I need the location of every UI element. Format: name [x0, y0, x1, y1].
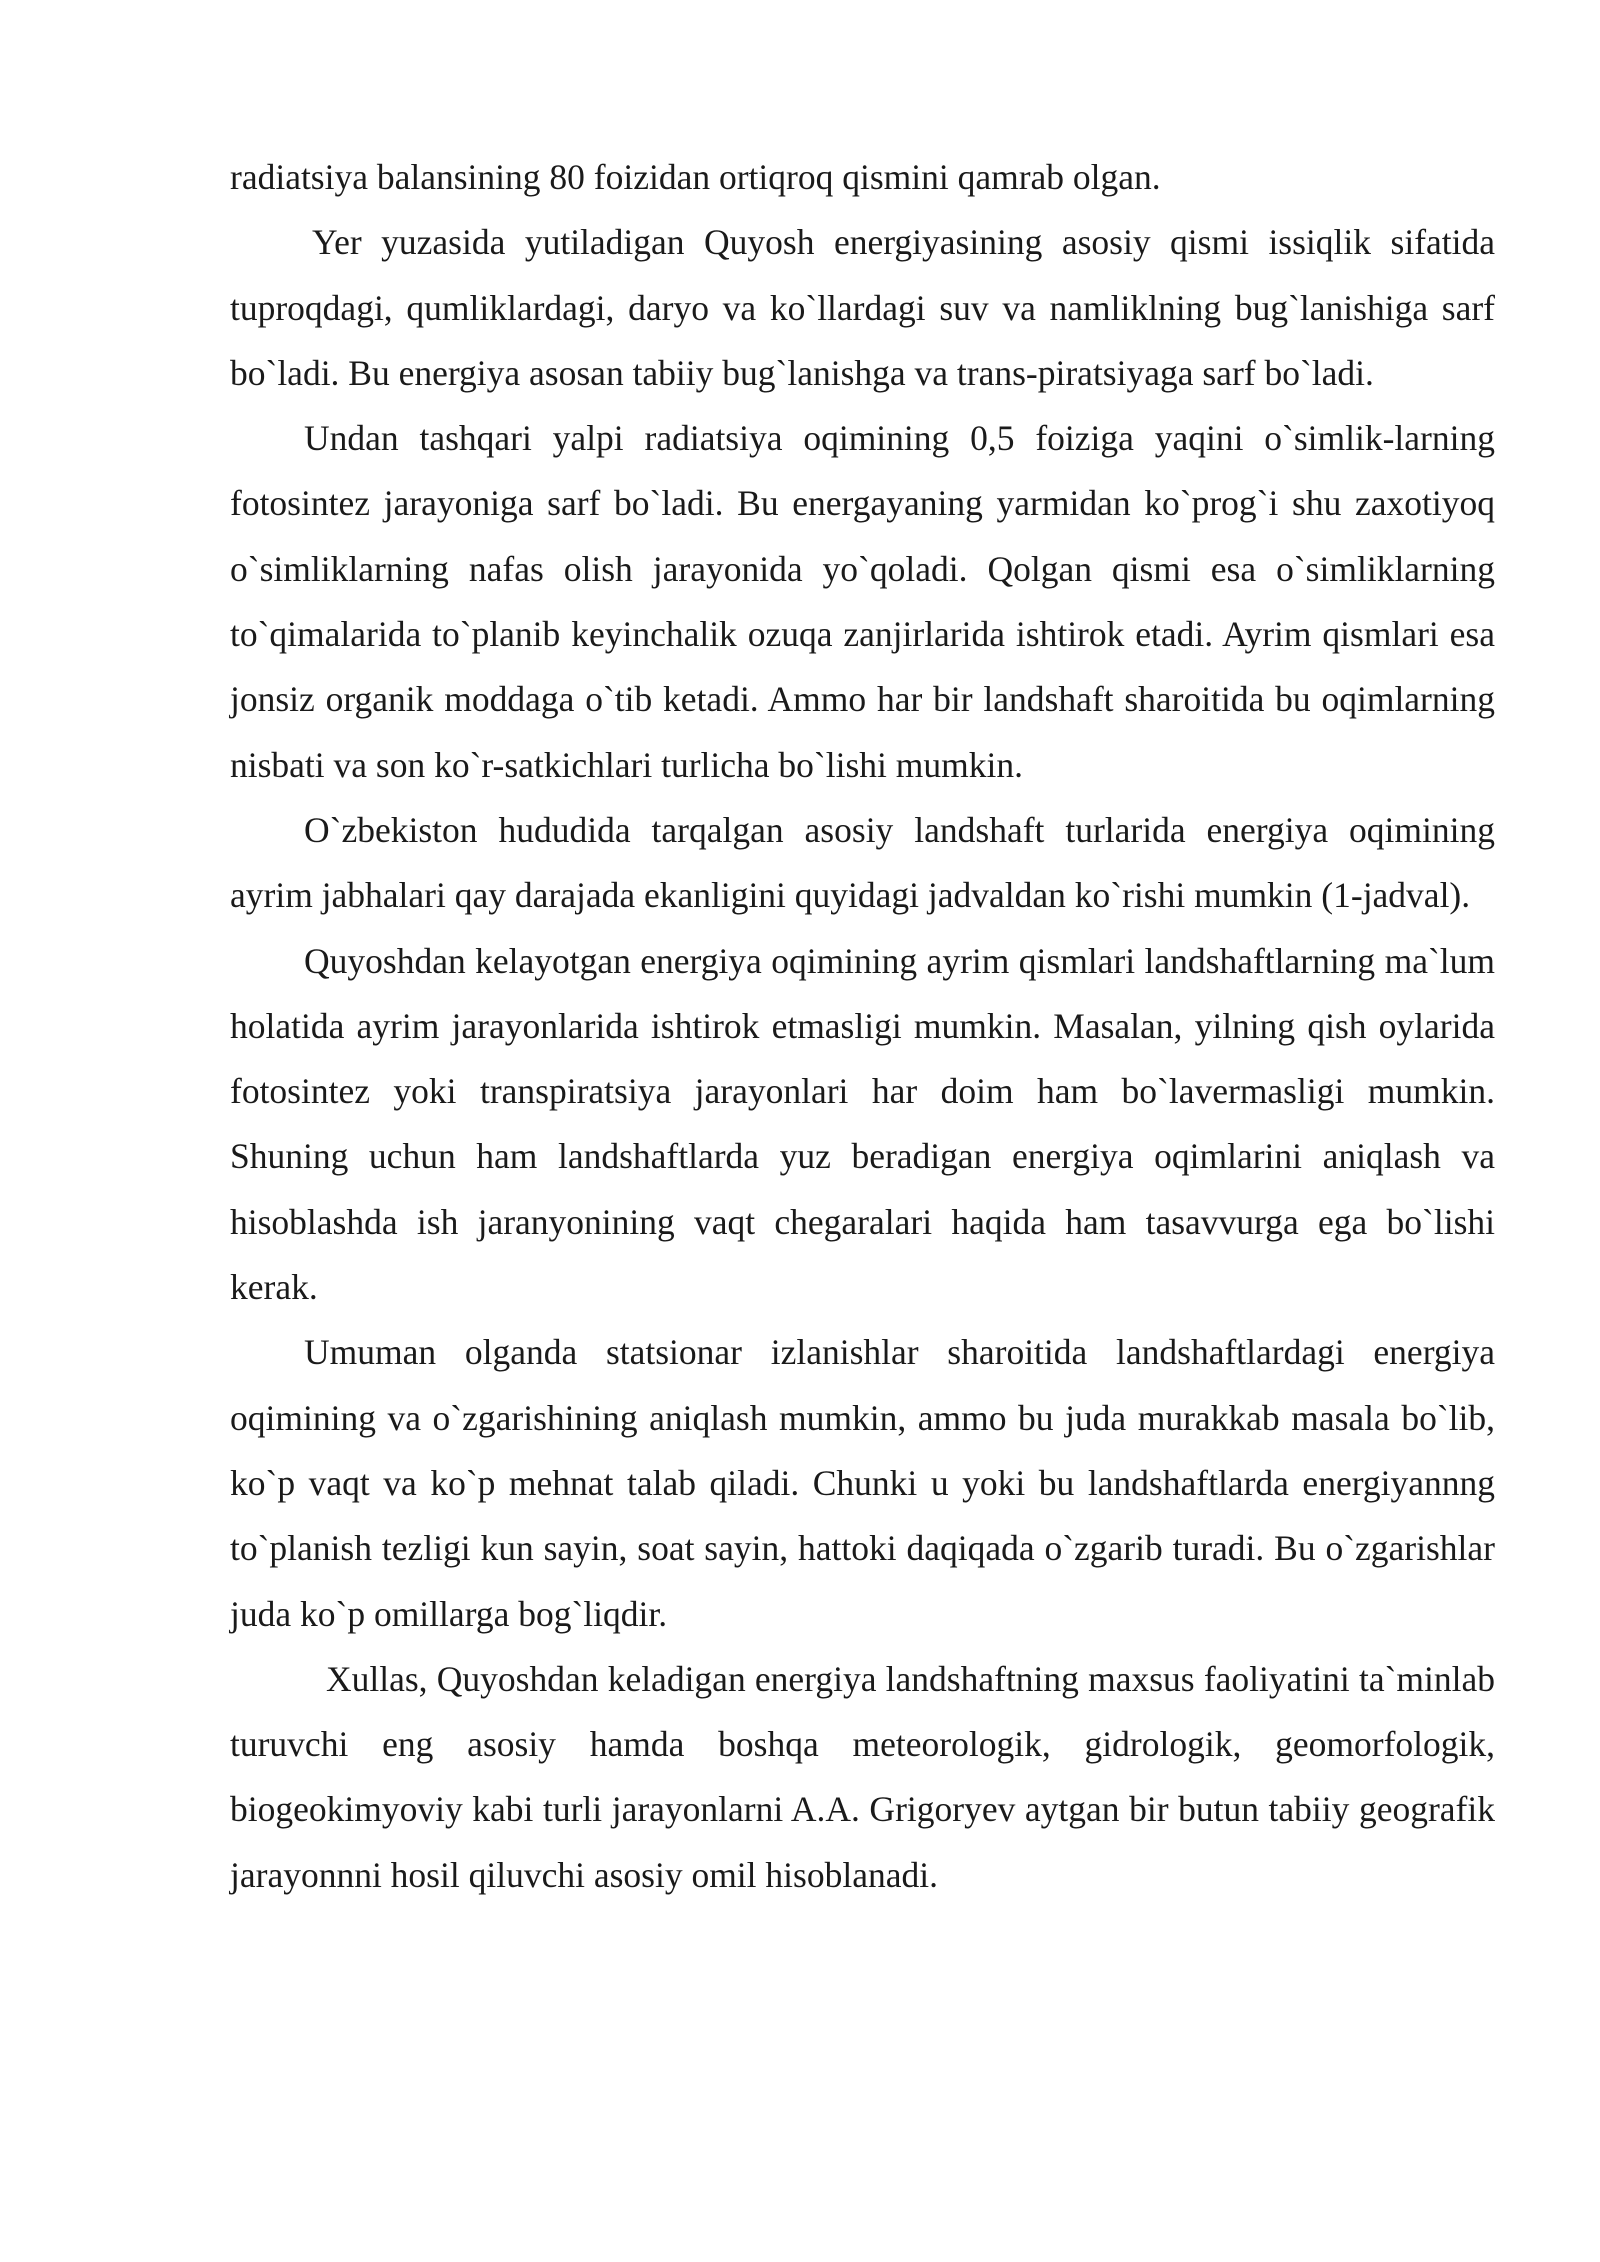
- paragraph-7: Xullas, Quyoshdan keladigan energiya landshaftning maxsus faoliyatini ta`minlab turuvchi eng asosiy hamda boshqa meteorologik, gidrologik, geomorfologik, biogeokimyoviy kabi turli jarayonlarni A.A. Grigoryev aytgan bir butun tabiiy geografik jarayonnni hosil qiluvchi asosiy omil hisoblanadi.: [230, 1658, 1495, 1895]
- paragraph-3: Undan tashqari yalpi radiatsiya oqimining 0,5 foiziga yaqini o`simlik-larning fotosintez jarayoniga sarf bo`ladi. Bu energayaning yarmidan ko`prog`i shu zaxotiyoq o`simliklarning nafas olish jarayonida yo`qoladi. Qolgan qismi esa o`simliklarning to`qimalarida to`planib keyinchalik ozuqa zanjirlarida ishtirok etadi. Ayrim qismlari esa jonsiz organik moddaga o`tib ketadi. Ammo har bir landshaft sharoitida bu oqimlarning nisbati va son ko`r-satkichlari turlicha bo`lishi mumkin.: [230, 418, 1495, 785]
- paragraph-5: Quyoshdan kelayotgan energiya oqimining ayrim qismlari landshaftlarning ma`lum holatida ayrim jarayonlarida ishtirok etmasligi mumkin. Masalan, yilning qish oylarida fotosintez yoki transpiratsiya jarayonlari har doim ham bo`lavermasligi mumkin. Shuning uchun ham landshaftlarda yuz beradigan energiya oqimlarini aniqlash va hisoblashda ish jaranyonining vaqt chegaralari haqida ham tasavvurga ega bo`lishi kerak.: [230, 940, 1495, 1308]
- paragraph-2: Yer yuzasida yutiladigan Quyosh energiyasining asosiy qismi issiqlik sifatida tuproqdagi, qumliklardagi, daryo va ko`llardagi suv va namliklning bug`lanishiga sarf bo`ladi. Bu energiya asosan tabiiy bug`lanishga va trans-piratsiyaga sarf bo`ladi.: [230, 222, 1495, 393]
- paragraph-1: radiatsiya balansining 80 foizidan ortiqroq qismini qamrab olgan.: [230, 157, 1161, 197]
- paragraph-6: Umuman olganda statsionar izlanishlar sharoitida landshaftlardagi energiya oqimining va o`zgarishining aniqlash mumkin, ammo bu juda murakkab masala bo`lib, ko`p vaqt va ko`p mehnat talab qiladi. Chunki u yoki bu landshaftlarda energiyannng to`planish tezligi kun sayin, soat sayin, hattoki daqiqada o`zgarib turadi. Bu o`zgarishlar juda ko`p omillarga bog`liqdir.: [230, 1332, 1495, 1634]
- paragraph-4: O`zbekiston hududida tarqalgan asosiy landshaft turlarida energiya oqimining ayrim jabhalari qay darajada ekanligini quyidagi jadvaldan ko`rishi mumkin (1-jadval).: [230, 809, 1495, 916]
- document-page: [230, 145, 1495, 1908]
